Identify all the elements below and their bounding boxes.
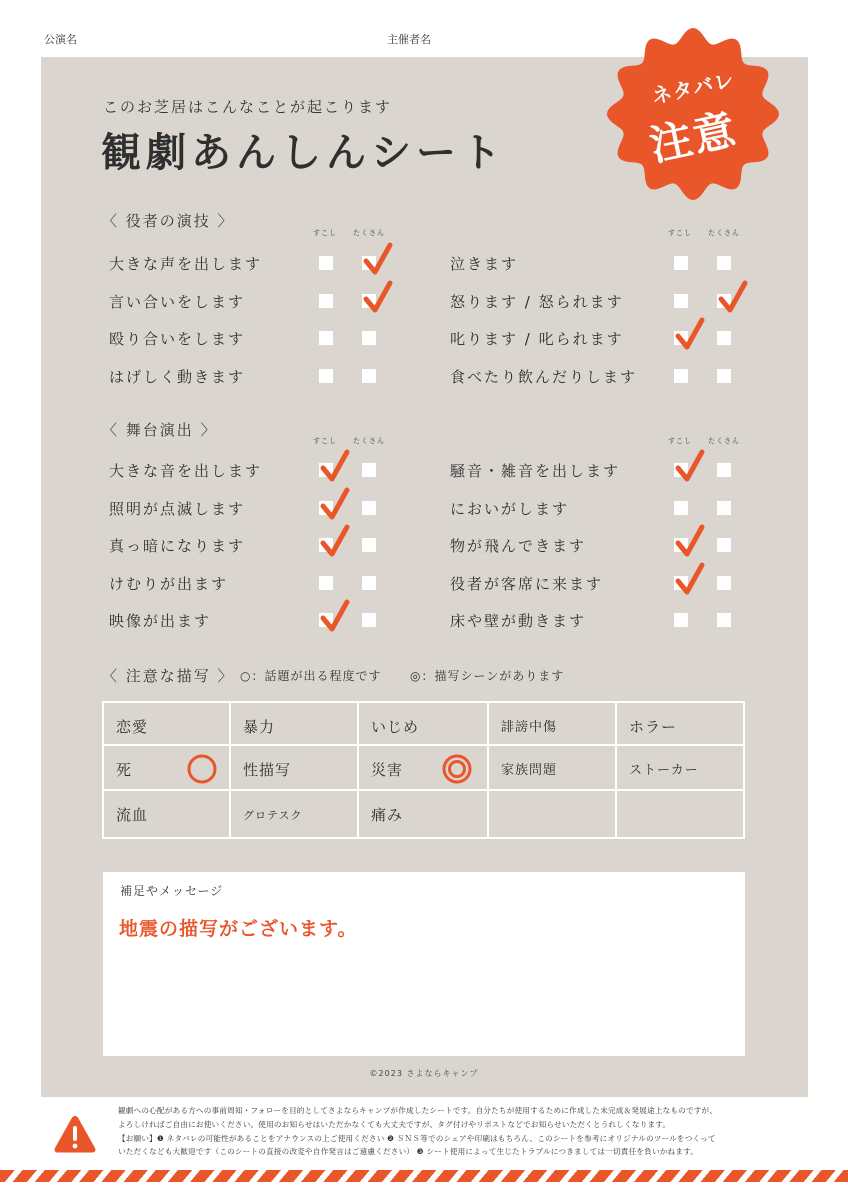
scale-lot-label: たくさん [708, 437, 740, 445]
checkbox-little[interactable] [674, 294, 688, 308]
checklist-item-label: 叱ります / 叱られます [450, 330, 624, 348]
checklist-item-label: 大きな声を出します [109, 255, 263, 273]
caution-cell [617, 791, 745, 838]
caution-grid [102, 701, 745, 839]
check-mark-icon [320, 599, 350, 633]
check-mark-icon [675, 317, 705, 351]
checklist-row [109, 323, 429, 353]
checklist-item-label: においがします [450, 499, 570, 518]
check-mark-icon [363, 242, 393, 276]
caution-item-label: いじめ [371, 718, 420, 736]
checkbox-little[interactable] [319, 331, 333, 345]
caution-item-label: 死 [116, 761, 133, 779]
check-mark-icon [320, 449, 350, 483]
caution-item-label: 家族問題 [501, 763, 558, 778]
caution-cell [617, 746, 745, 791]
caution-item-label: 性描写 [243, 761, 292, 779]
check-mark-icon [320, 487, 350, 521]
caution-item-label: 災害 [371, 761, 404, 779]
checklist-item-label: 殴り合いをします [109, 330, 246, 348]
checkbox-lot[interactable] [717, 538, 731, 552]
checkbox-little[interactable] [319, 576, 333, 590]
checklist-item-label: 役者が客席に来ます [450, 574, 604, 593]
checklist-row [109, 530, 429, 560]
checklist-row [450, 361, 770, 391]
staging-right-scale [668, 436, 758, 446]
caution-item-label: ストーカー [629, 763, 699, 778]
scale-lot-label: たくさん [353, 229, 385, 237]
warning-stripes [0, 1170, 848, 1182]
checkbox-lot[interactable] [362, 369, 376, 383]
checklist-row [109, 286, 429, 316]
footer-line-2: よろしければご自由にお使いください。使用のお知らせはいただかなくても大丈夫ですが、タグ付けやリポストなどでお知らせいただくとうれしくなります。 [118, 1120, 671, 1129]
caution-item-label: 恋愛 [116, 718, 149, 736]
scale-lot-label: たくさん [708, 229, 740, 237]
checklist-row [450, 605, 770, 635]
checklist-row [450, 530, 770, 560]
checkbox-little[interactable] [674, 501, 688, 515]
caution-cell [489, 703, 617, 746]
checklist-row [109, 605, 429, 635]
checklist-row [109, 493, 429, 523]
checkbox-lot[interactable] [362, 576, 376, 590]
caution-item-label: 誹謗中傷 [501, 720, 558, 735]
badge-main-text: 注意 [645, 104, 742, 171]
checkbox-little[interactable] [319, 369, 333, 383]
caution-item-label: 流血 [116, 806, 149, 824]
caution-cell [104, 703, 231, 746]
checkbox-lot[interactable] [717, 256, 731, 270]
checkbox-lot[interactable] [362, 613, 376, 627]
checklist-item-label: 大きな音を出します [109, 462, 263, 480]
checklist-item-label: 床や壁が動きます [450, 612, 587, 630]
message-box [103, 872, 745, 1056]
legend-double-circle: ◎：描写シーンがあります [410, 669, 565, 683]
checkbox-little[interactable] [674, 256, 688, 270]
checkbox-lot[interactable] [362, 538, 376, 552]
checkbox-little[interactable] [319, 294, 333, 308]
check-mark-icon [675, 562, 705, 596]
checklist-item-label: 映像が出ます [109, 612, 212, 630]
scale-little-label: すこし [668, 437, 692, 445]
check-mark-icon [675, 449, 705, 483]
checklist-item-label: 怒ります / 怒られます [450, 292, 624, 311]
caution-cell [489, 746, 617, 791]
checkbox-lot[interactable] [362, 463, 376, 477]
caution-cell [359, 746, 489, 791]
checklist-item-label: 言い合いをします [109, 292, 246, 311]
checklist-item-label: けむりが出ます [109, 574, 229, 593]
checklist-item-label: 騒音・雑音を出します [450, 462, 621, 480]
checklist-row [450, 248, 770, 278]
caution-cell [617, 703, 745, 746]
scale-little-label: すこし [313, 229, 337, 237]
subtitle: このお芝居はこんなことが起こります [103, 98, 393, 116]
checkbox-little[interactable] [674, 613, 688, 627]
staging-left-scale [313, 436, 403, 446]
caution-cell [231, 703, 359, 746]
caution-item-label: 暴力 [243, 718, 276, 736]
caution-item-label: ホラー [629, 718, 678, 736]
checkbox-lot[interactable] [717, 501, 731, 515]
checklist-row [109, 361, 429, 391]
caution-cell [104, 791, 231, 838]
acting-left-scale [313, 228, 403, 238]
check-mark-icon [675, 524, 705, 558]
page-title: 観劇あんしんシート [101, 130, 506, 176]
warning-icon [52, 1113, 98, 1155]
caution-cell [359, 791, 489, 838]
message-text: 地震の描写がございます。 [119, 918, 358, 940]
checkbox-little[interactable] [319, 256, 333, 270]
spoiler-badge [604, 25, 782, 203]
double-circle-icon [441, 753, 473, 785]
checklist-item-label: 物が飛んできます [450, 537, 587, 555]
footer-line-4: いただくなども大歓迎です（このシートの直接の改変や自作発言はご遠慮ください） ❸ シート使用によって生じたトラブルにつきましては一切責任を負いかねます。 [118, 1147, 699, 1156]
checklist-item-label: 泣きます [450, 255, 519, 273]
caution-cell [104, 746, 231, 791]
footer-line-1: 観劇への心配がある方への事前周知・フォローを目的としてさよならキャンプが作成したシートです。自分たちが使用するために作成した未完成＆発展途上なものですが、 [118, 1106, 718, 1115]
checkbox-lot[interactable] [362, 501, 376, 515]
caution-cell [231, 791, 359, 838]
check-mark-icon [320, 524, 350, 558]
checklist-item-label: はげしく動きます [109, 367, 246, 386]
checklist-row [450, 323, 770, 353]
checkbox-lot[interactable] [717, 613, 731, 627]
check-mark-icon [718, 280, 748, 314]
checklist-item-label: 照明が点滅します [109, 499, 246, 518]
scale-little-label: すこし [668, 229, 692, 237]
scale-little-label: すこし [313, 437, 337, 445]
scale-lot-label: たくさん [353, 437, 385, 445]
checklist-row [109, 248, 429, 278]
organizer-name-label: 主催者名 [387, 33, 431, 46]
checklist-row [450, 493, 770, 523]
checklist-row [109, 568, 429, 598]
acting-right-scale [668, 228, 758, 238]
copyright: ©2023 さよならキャンプ [369, 1069, 479, 1078]
checkbox-lot[interactable] [717, 576, 731, 590]
badge-top-text: ネタバレ [649, 67, 737, 109]
checklist-item-label: 食べたり飲んだりします [450, 367, 638, 386]
checklist-item-label: 真っ暗になります [109, 537, 246, 555]
caution-item-label: 痛み [371, 806, 404, 824]
circle-icon [186, 753, 218, 785]
checkbox-lot[interactable] [717, 369, 731, 383]
checkbox-lot[interactable] [717, 331, 731, 345]
footer-line-3: 【お願い】❶ ネタバレの可能性があることをアナウンスの上ご使用ください ❷ ＳＮＳ等でのシェアや印刷はもちろん、このシートを参考にオリジナルのツールをつくって [118, 1134, 716, 1143]
checklist-row [450, 455, 770, 485]
message-label: 補足やメッセージ [120, 884, 224, 898]
checklist-row [450, 568, 770, 598]
checklist-row [109, 455, 429, 485]
caution-item-label: グロテスク [243, 809, 303, 822]
performance-name-label: 公演名 [44, 33, 77, 46]
checkbox-lot[interactable] [717, 463, 731, 477]
checkbox-lot[interactable] [362, 331, 376, 345]
checklist-row [450, 286, 770, 316]
caution-cell [489, 791, 617, 838]
caution-cell [359, 703, 489, 746]
check-mark-icon [363, 280, 393, 314]
section-staging-title: 〈 舞台演出 〉 [102, 421, 218, 439]
caution-cell [231, 746, 359, 791]
section-acting-title: 〈 役者の演技 〉 [102, 212, 235, 230]
checkbox-little[interactable] [674, 369, 688, 383]
section-caution-title: 〈 注意な描写 〉 [102, 667, 235, 685]
legend-single-circle: ○：話題が出る程度です [240, 669, 382, 683]
